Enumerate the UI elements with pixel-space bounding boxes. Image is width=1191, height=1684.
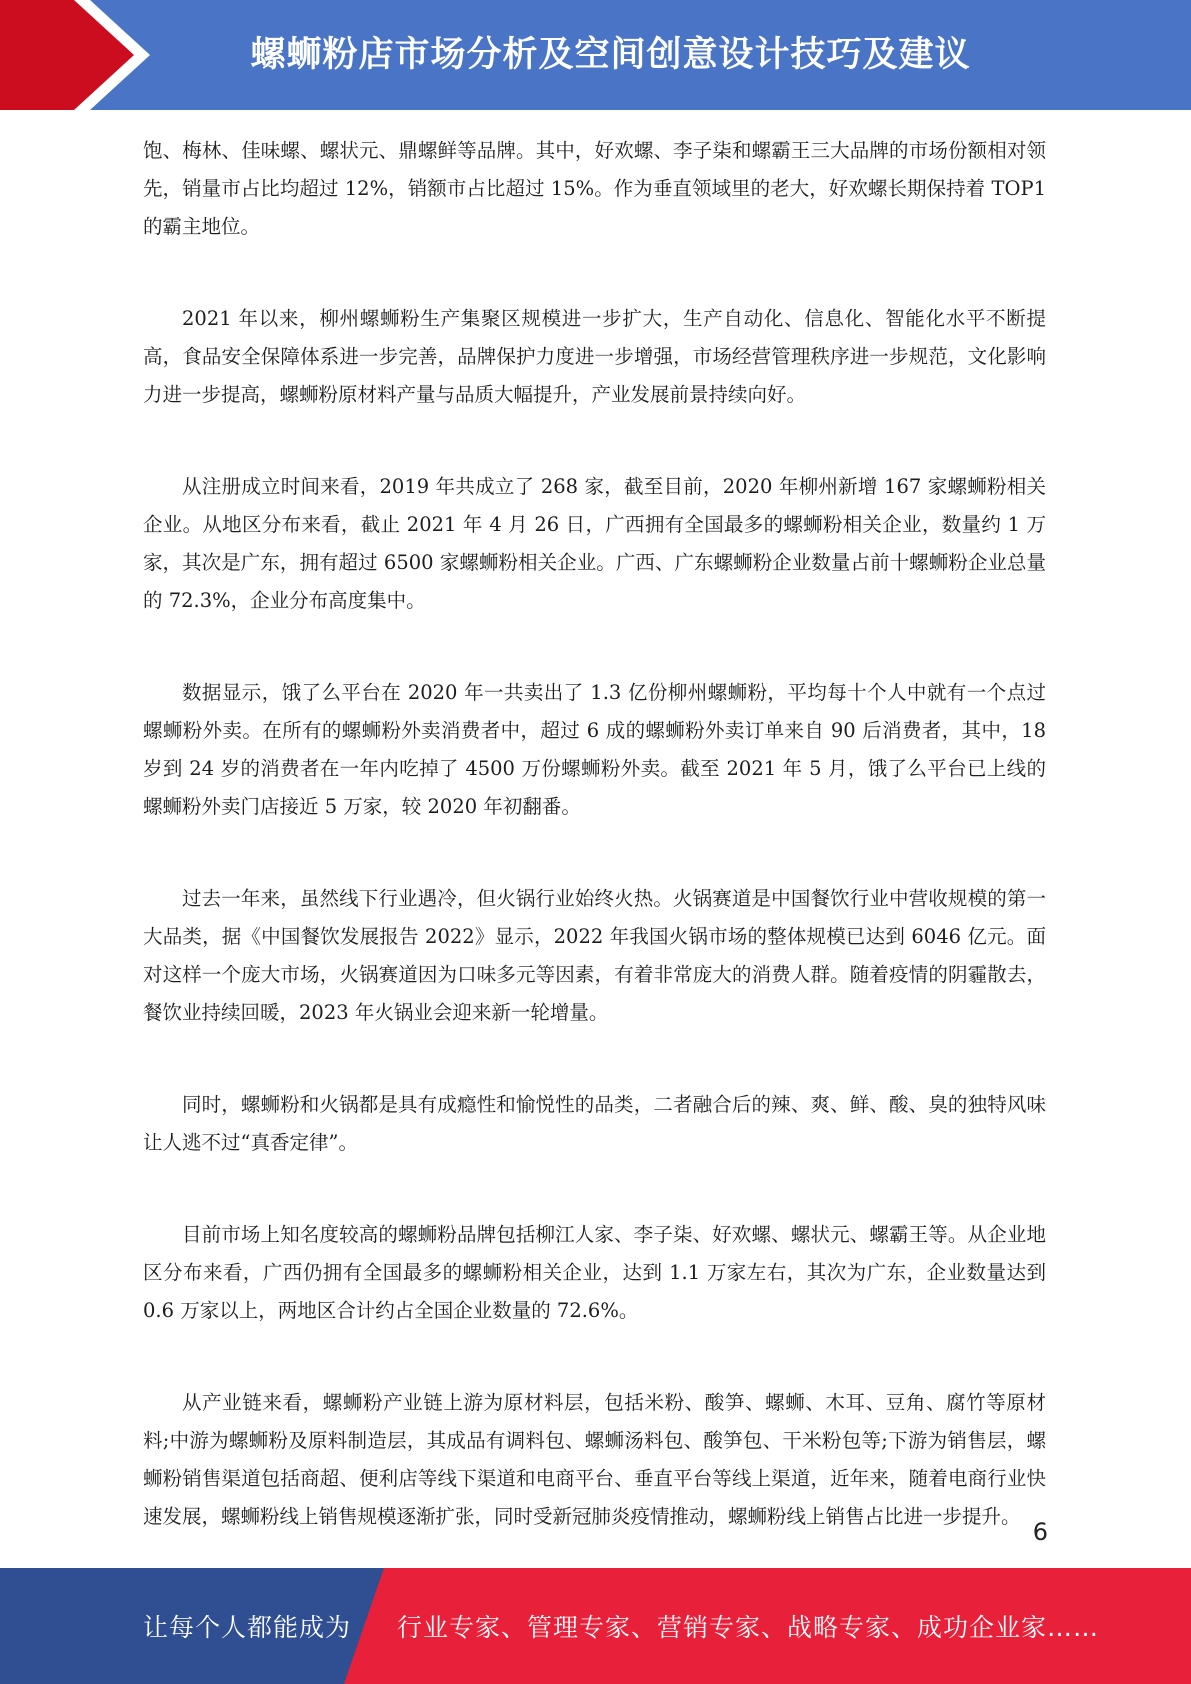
page-number: 6 xyxy=(1032,1518,1048,1546)
paragraph: 数据显示，饿了么平台在 2020 年一共卖出了 1.3 亿份柳州螺蛳粉，平均每十个人中就有一个点过螺蛳粉外卖。在所有的螺蛳粉外卖消费者中，超过 6 成的螺蛳粉外卖订单来自 90 后消费者，其中，18 岁到 24 岁的消费者在一年内吃掉了 4500 万份螺蛳粉外卖。截至 2021 年 5 月，饿了么平台已上线的螺蛳粉外卖门店接近 5 万家，较 2020 年初翻番。 xyxy=(143,681,1046,818)
paragraph: 过去一年来，虽然线下行业遇冷，但火锅行业始终火热。火锅赛道是中国餐饮行业中营收规模的第一大品类，据《中国餐饮发展报告 2022》显示，2022 年我国火锅市场的整体规模已达到 6046 亿元。面对这样一个庞大市场，火锅赛道因为口味多元等因素，有着非常庞大的消费人群。随着疫情的阴霾散去，餐饮业持续回暖，2023 年火锅业会迎来新一轮增量。 xyxy=(143,887,1046,1024)
page-header xyxy=(0,0,1191,110)
paragraph: 目前市场上知名度较高的螺蛳粉品牌包括柳江人家、李子柒、好欢螺、螺状元、螺霸王等。从企业地区分布来看，广西仍拥有全国最多的螺蛳粉相关企业，达到 1.1 万家左右，其次为广东，企业数量达到 0.6 万家以上，两地区合计约占全国企业数量的 72.6%。 xyxy=(143,1223,1046,1322)
article-body xyxy=(143,132,1046,1590)
document-title: 螺蛳粉店市场分析及空间创意设计技巧及建议 xyxy=(250,35,971,75)
paragraph: 饱、梅林、佳味螺、螺状元、鼎螺鲜等品牌。其中，好欢螺、李子柒和螺霸王三大品牌的市场份额相对领先，销量市占比均超过 12%，销额市占比超过 15%。作为垂直领域里的老大，好欢螺长期保持着 TOP1 的霸主地位。 xyxy=(143,139,1046,238)
paragraph: 同时，螺蛳粉和火锅都是具有成瘾性和愉悦性的品类，二者融合后的辣、爽、鲜、酸、臭的独特风味让人逃不过“真香定律”。 xyxy=(143,1093,1046,1154)
footer-slogan-left: 让每个人都能成为 xyxy=(143,1613,352,1642)
paragraph: 2021 年以来，柳州螺蛳粉生产集聚区规模进一步扩大，生产自动化、信息化、智能化水平不断提高，食品安全保障体系进一步完善，品牌保护力度进一步增强，市场经营管理秩序进一步规范，文化影响力进一步提高，螺蛳粉原材料产量与品质大幅提升，产业发展前景持续向好。 xyxy=(143,307,1046,406)
footer-slogan-right: 行业专家、管理专家、营销专家、战略专家、成功企业家…… xyxy=(397,1613,1100,1642)
page-footer xyxy=(0,1568,1191,1684)
paragraph: 从产业链来看，螺蛳粉产业链上游为原材料层，包括米粉、酸笋、螺蛳、木耳、豆角、腐竹等原材料;中游为螺蛳粉及原料制造层，其成品有调料包、螺蛳汤料包、酸笋包、干米粉包等;下游为销售层，螺蛳粉销售渠道包括商超、便利店等线下渠道和电商平台、垂直平台等线上渠道，近年来，随着电商行业快速发展，螺蛳粉线上销售规模逐渐扩张，同时受新冠肺炎疫情推动，螺蛳粉线上销售占比进一步提升。 xyxy=(143,1391,1046,1528)
paragraph: 从注册成立时间来看，2019 年共成立了 268 家，截至目前，2020 年柳州新增 167 家螺蛳粉相关企业。从地区分布来看，截止 2021 年 4 月 26 日，广西拥有全国最多的螺蛳粉相关企业，数量约 1 万家，其次是广东，拥有超过 6500 家螺蛳粉相关企业。广西、广东螺蛳粉企业数量占前十螺蛳粉企业总量的 72.3%，企业分布高度集中。 xyxy=(143,475,1046,612)
